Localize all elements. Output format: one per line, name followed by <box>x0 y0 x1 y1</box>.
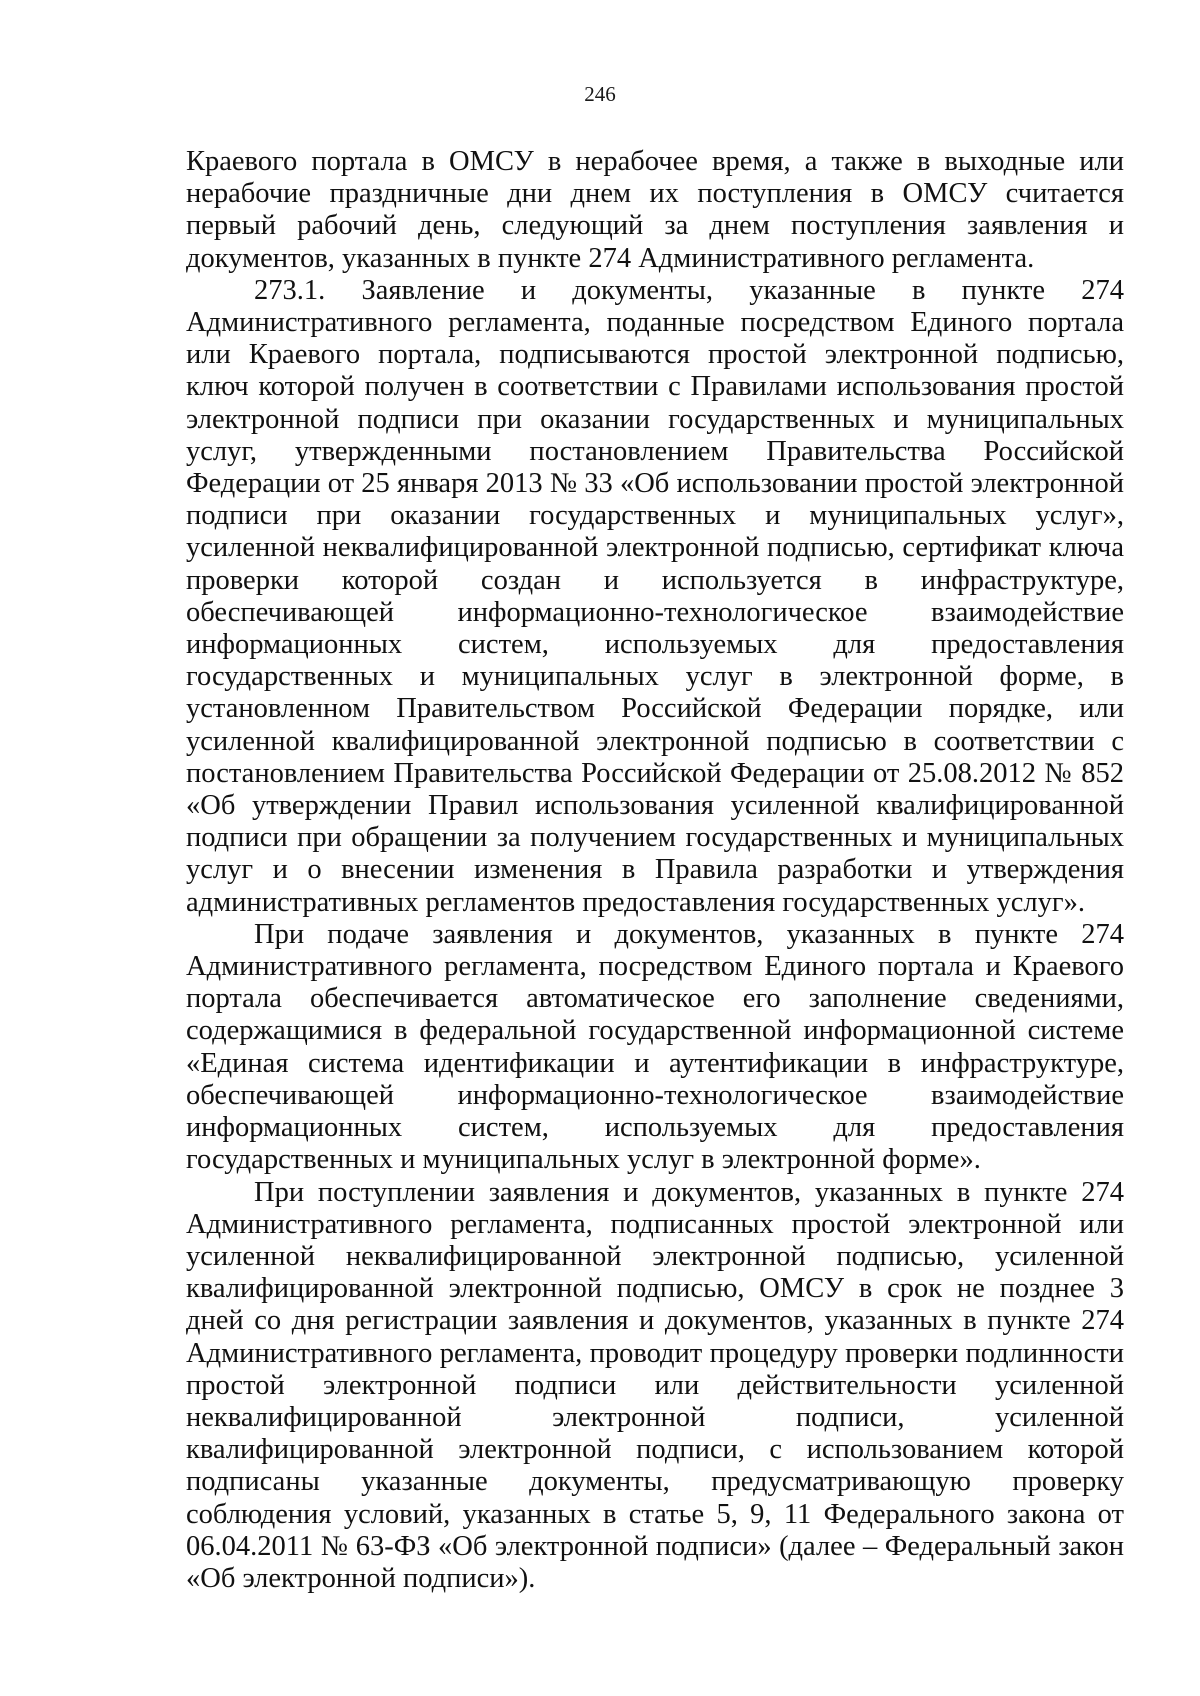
paragraph-signature-verification: При поступлении заявления и документов, указанных в пункте 274 Административного регламента, подписанных простой электронной или усиленной неквалифицированной электронной подписью, усиленной квалифицированной электронной подписью, ОМСУ в срок не позднее 3 дней со дня регистрации заявления и документов, указанных в пункте 274 Административного регламента, проводит процедуру проверки подлинности простой электронной подписи или действительности усиленной неквалифицированной электронной подписи, усиленной квалифицированной электронной подписи, с использованием которой подписаны указанные документы, предусматривающую проверку соблюдения условий, указанных в статье 5, 9, 11 Федерального закона от 06.04.2011 № 63-ФЗ «Об электронной подписи» (далее – Федеральный закон «Об электронной подписи»). <box>186 1176 1124 1594</box>
document-body <box>186 146 1124 1595</box>
paragraph-portal-autofill: При подаче заявления и документов, указанных в пункте 274 Административного регламента, посредством Единого портала и Краевого портала обеспечивается автоматическое его заполнение сведениями, содержащимися в федеральной государственной информационной системе «Единая система идентификации и аутентификации в инфраструктуре, обеспечивающей информационно-технологическое взаимодействие информационных систем, используемых для предоставления государственных и муниципальных услуг в электронной форме». <box>186 918 1124 1176</box>
paragraph-continuation: Краевого портала в ОМСУ в нерабочее время, а также в выходные или нерабочие праздничные дни днем их поступления в ОМСУ считается первый рабочий день, следующий за днем поступления заявления и документов, указанных в пункте 274 Административного регламента. <box>186 146 1124 274</box>
paragraph-273-1: 273.1. Заявление и документы, указанные в пункте 274 Административного регламента, поданные посредством Единого портала или Краевого портала, подписываются простой электронной подписью, ключ которой получен в соответствии с Правилами использования простой электронной подписи при оказании государственных и муниципальных услуг, утвержденными постановлением Правительства Российской Федерации от 25 января 2013 № 33 «Об использовании простой электронной подписи при оказании государственных и муниципальных услуг», усиленной неквалифицированной электронной подписью, сертификат ключа проверки которой создан и используется в инфраструктуре, обеспечивающей информационно-технологическое взаимодействие информационных систем, используемых для предоставления государственных и муниципальных услуг в электронной форме, в установленном Правительством Российской Федерации порядке, или усиленной квалифицированной электронной подписью в соответствии с постановлением Правительства Российской Федерации от 25.08.2012 № 852 «Об утверждении Правил использования усиленной квалифицированной подписи при обращении за получением государственных и муниципальных услуг и о внесении изменения в Правила разработки и утверждения административных регламентов предоставления государственных услуг». <box>186 274 1124 918</box>
page-number: 246 <box>584 82 616 106</box>
